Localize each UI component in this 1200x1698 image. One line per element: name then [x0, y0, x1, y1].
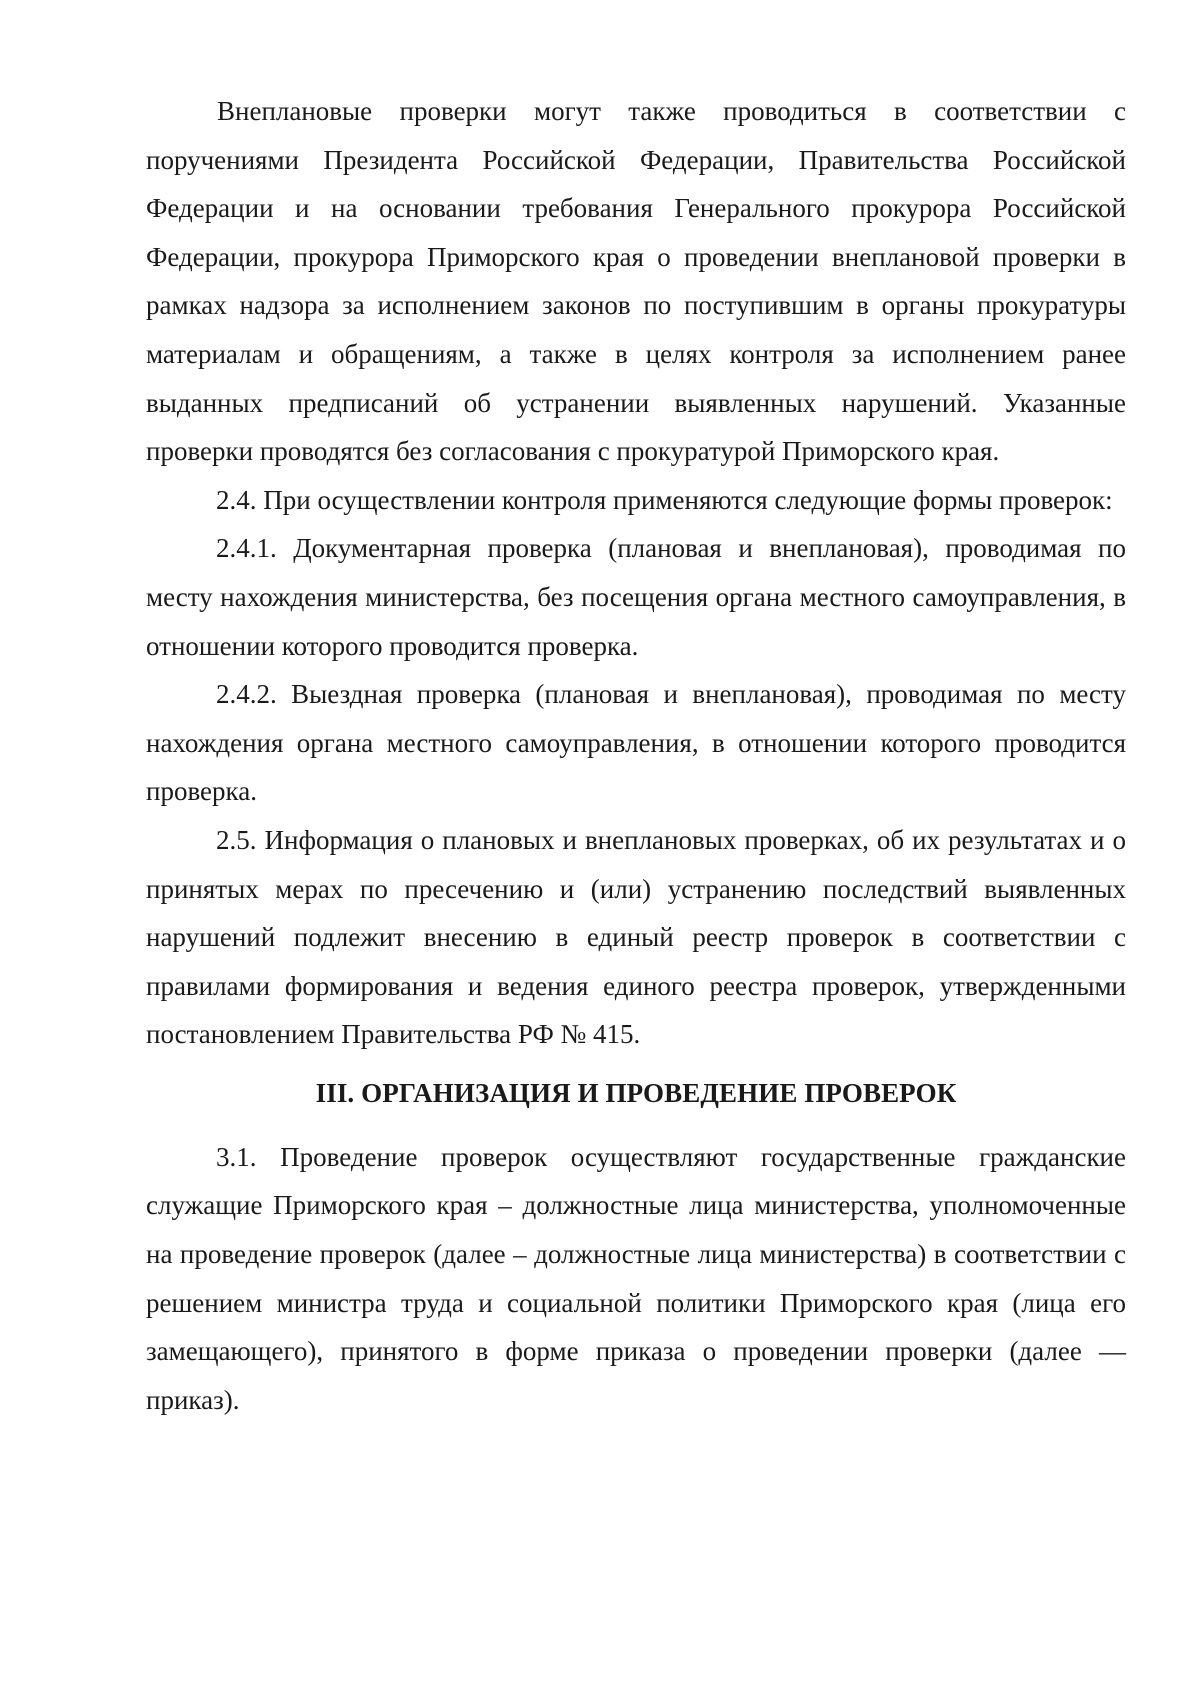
paragraph-2-4-1: 2.4.1. Документарная проверка (плановая и внеплановая), проводимая по месту нахождения министерства, без посещения органа местного самоуправления, в отношении которого проводится проверка.	[146, 533, 1126, 661]
paragraph-unscheduled-inspections: Внеплановые проверки могут также проводиться в соответствии с поручениями Президента Российской Федерации, Правительства Российской Федерации и на основании требования Генерального прокурора Российской Федерации, прокурора Приморского края о проведении внеплановой проверки в рамках надзора за исполнением законов по поступившим в органы прокуратуры материалам и обращениям, а также в целях контроля за исполнением ранее выданных предписаний об устранении выявленных нарушений. Указанные проверки проводятся без согласования с прокуратурой Приморского края.	[146, 96, 1126, 467]
section-heading-iii: III. ОРГАНИЗАЦИЯ И ПРОВЕДЕНИЕ ПРОВЕРОК	[315, 1077, 957, 1108]
document-body	[146, 87, 1126, 1424]
paragraph-2-4: 2.4. При осуществлении контроля применяются следующие формы проверок:	[216, 484, 1113, 515]
paragraph-2-4-2: 2.4.2. Выездная проверка (плановая и внеплановая), проводимая по месту нахождения органа местного самоуправления, в отношении которого проводится проверка.	[146, 679, 1126, 807]
paragraph-3-1: 3.1. Проведение проверок осуществляют государственные гражданские служащие Приморского края – должностные лица министерства, уполномоченные на проведение проверок (далее – должностные лица министерства) в соответствии с решением министра труда и социальной политики Приморского края (лица его замещающего), принятого в форме приказа о проведении проверки (далее — приказ).	[146, 1141, 1126, 1415]
paragraph-2-5: 2.5. Информация о плановых и внеплановых проверках, об их результатах и о принятых мерах по пресечению и (или) устранению последствий выявленных нарушений подлежит внесению в единый реестр проверок в соответствии с правилами формирования и ведения единого реестра проверок, утвержденными постановлением Правительства РФ № 415.	[146, 824, 1126, 1050]
